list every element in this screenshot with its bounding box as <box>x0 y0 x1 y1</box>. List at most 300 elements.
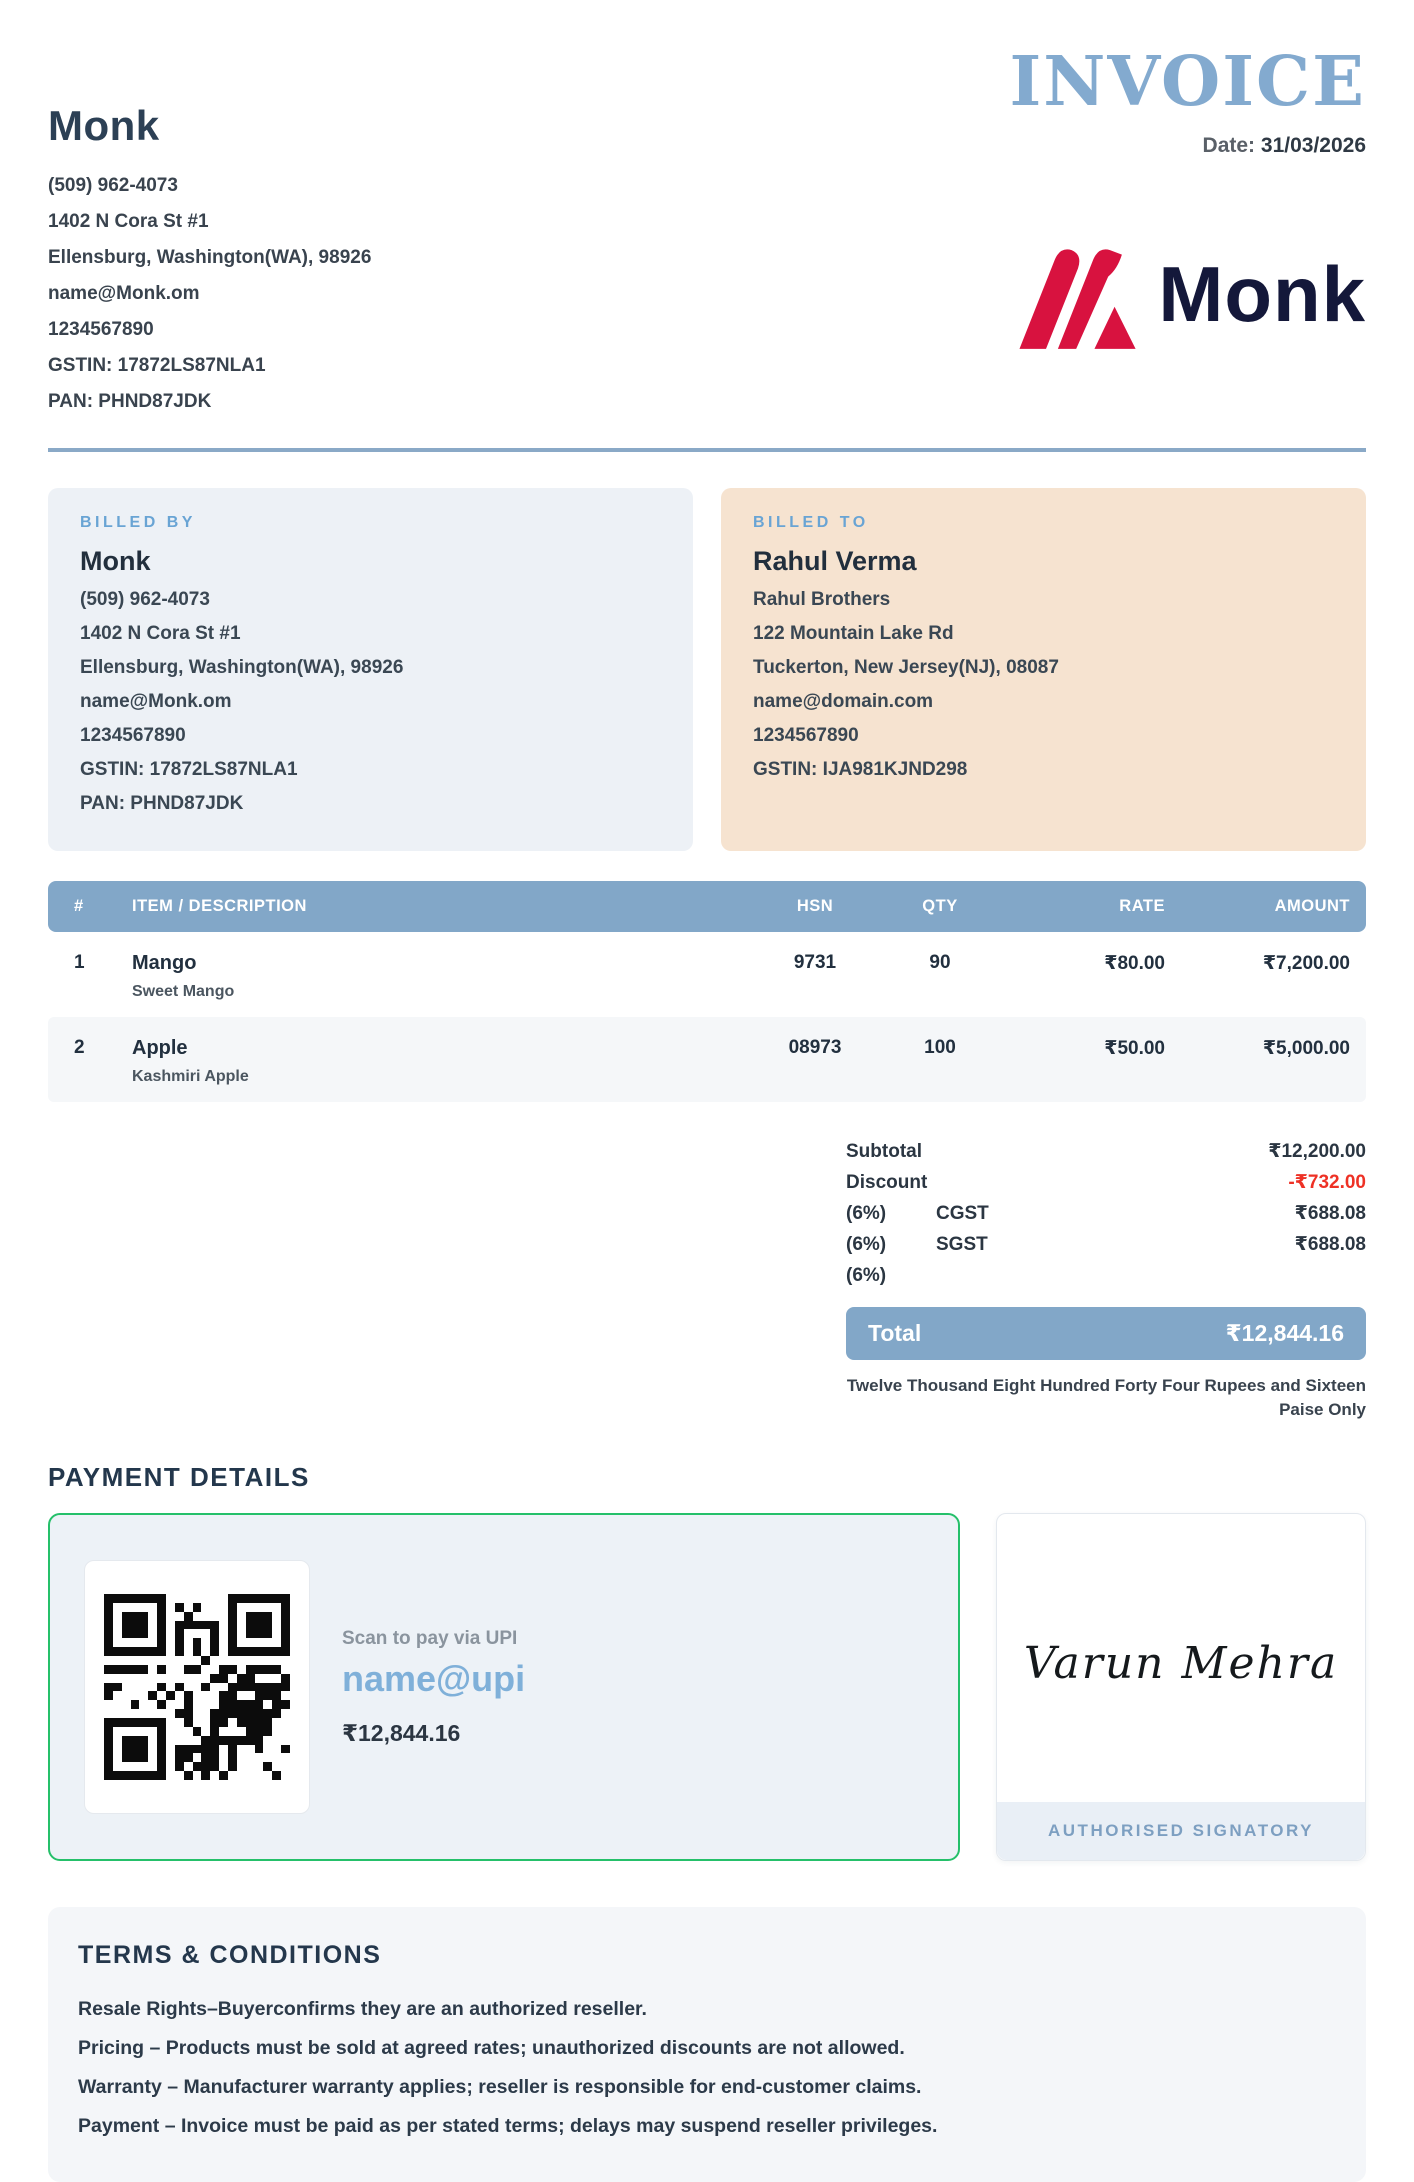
signature-box <box>996 1513 1366 1861</box>
qr-module <box>237 1691 246 1700</box>
qr-module <box>193 1594 202 1603</box>
qr-module <box>263 1656 272 1665</box>
qr-module <box>281 1603 290 1612</box>
billed-to-email: name@domain.com <box>753 691 934 712</box>
qr-module <box>139 1656 148 1665</box>
qr-module <box>131 1621 140 1630</box>
qr-module <box>139 1691 148 1700</box>
qr-card <box>84 1560 310 1814</box>
qr-module <box>281 1683 290 1692</box>
qr-module <box>104 1594 113 1603</box>
qr-module <box>175 1612 184 1621</box>
qr-module <box>139 1718 148 1727</box>
qr-module <box>166 1674 175 1683</box>
qr-module <box>237 1709 246 1718</box>
qr-module <box>131 1745 140 1754</box>
total-label: Total <box>868 1320 922 1346</box>
qr-module <box>246 1745 255 1754</box>
qr-module <box>193 1647 202 1656</box>
qr-module <box>148 1656 157 1665</box>
qr-module <box>104 1629 113 1638</box>
qr-module <box>175 1674 184 1683</box>
qr-module <box>139 1638 148 1647</box>
sgst-row <box>846 1229 1366 1260</box>
qr-module <box>184 1753 193 1762</box>
qr-module <box>201 1736 210 1745</box>
qr-module <box>113 1656 122 1665</box>
qr-module <box>228 1638 237 1647</box>
qr-module <box>157 1771 166 1780</box>
billed-to-business: Rahul Brothers <box>753 589 891 610</box>
qr-module <box>237 1629 246 1638</box>
qr-module <box>113 1674 122 1683</box>
qr-module <box>122 1727 131 1736</box>
company-block <box>48 102 371 420</box>
qr-module <box>166 1638 175 1647</box>
qr-module <box>210 1603 219 1612</box>
qr-module <box>263 1594 272 1603</box>
qr-module <box>139 1700 148 1709</box>
qr-module <box>104 1771 113 1780</box>
col-qty-header: QTY <box>885 881 995 932</box>
qr-module <box>175 1700 184 1709</box>
qr-module <box>272 1745 281 1754</box>
qr-module <box>228 1665 237 1674</box>
qr-module <box>255 1603 264 1612</box>
qr-module <box>148 1594 157 1603</box>
qr-module <box>193 1629 202 1638</box>
qr-module <box>184 1683 193 1692</box>
qr-module <box>148 1771 157 1780</box>
qr-module <box>272 1638 281 1647</box>
qr-module <box>184 1745 193 1754</box>
qr-module <box>263 1727 272 1736</box>
qr-module <box>184 1674 193 1683</box>
qr-module <box>166 1621 175 1630</box>
qr-module <box>263 1621 272 1630</box>
qr-module <box>148 1647 157 1656</box>
qr-module <box>157 1674 166 1683</box>
qr-module <box>228 1612 237 1621</box>
qr-module <box>166 1629 175 1638</box>
qr-module <box>184 1771 193 1780</box>
discount-sub <box>936 1167 1288 1198</box>
qr-module <box>131 1665 140 1674</box>
qr-module <box>201 1603 210 1612</box>
qr-module <box>113 1762 122 1771</box>
qr-module <box>104 1745 113 1754</box>
terms-box <box>48 1907 1366 2182</box>
qr-module <box>210 1762 219 1771</box>
qr-module <box>131 1647 140 1656</box>
qr-module <box>148 1709 157 1718</box>
qr-module <box>113 1594 122 1603</box>
qr-module <box>246 1736 255 1745</box>
qr-module <box>219 1718 228 1727</box>
qr-module <box>122 1629 131 1638</box>
qr-module <box>272 1603 281 1612</box>
qr-module <box>166 1683 175 1692</box>
payment-details-heading: PAYMENT DETAILS <box>48 1462 310 1492</box>
qr-module <box>201 1683 210 1692</box>
qr-module <box>166 1647 175 1656</box>
qr-module <box>193 1745 202 1754</box>
qr-module <box>157 1745 166 1754</box>
qr-module <box>263 1638 272 1647</box>
qr-module <box>255 1718 264 1727</box>
qr-module <box>228 1656 237 1665</box>
qr-module <box>175 1656 184 1665</box>
qr-module <box>175 1771 184 1780</box>
qr-module <box>193 1683 202 1692</box>
col-rate-header: RATE <box>995 881 1165 932</box>
qr-module <box>139 1771 148 1780</box>
qr-module <box>201 1638 210 1647</box>
qr-module <box>131 1656 140 1665</box>
qr-module <box>139 1753 148 1762</box>
qr-module <box>272 1700 281 1709</box>
qr-module <box>246 1638 255 1647</box>
qr-module <box>263 1612 272 1621</box>
qr-module <box>228 1727 237 1736</box>
row1-amount: ₹7,200.00 <box>1262 953 1350 974</box>
upi-id: name@upi <box>342 1657 526 1699</box>
qr-module <box>122 1674 131 1683</box>
qr-module <box>139 1629 148 1638</box>
terms-lines <box>78 1990 1336 2146</box>
company-number: 1234567890 <box>48 319 154 340</box>
qr-module <box>184 1736 193 1745</box>
qr-module <box>113 1691 122 1700</box>
row2-qty: 100 <box>885 1017 995 1102</box>
qr-module <box>228 1621 237 1630</box>
qr-module <box>122 1612 131 1621</box>
qr-module <box>175 1736 184 1745</box>
qr-module <box>281 1727 290 1736</box>
qr-module <box>201 1594 210 1603</box>
qr-module <box>272 1753 281 1762</box>
qr-module <box>201 1753 210 1762</box>
qr-module <box>139 1621 148 1630</box>
qr-module <box>157 1603 166 1612</box>
qr-module <box>237 1700 246 1709</box>
qr-module <box>228 1753 237 1762</box>
qr-module <box>210 1665 219 1674</box>
qr-module <box>246 1656 255 1665</box>
qr-module <box>201 1718 210 1727</box>
qr-module <box>175 1665 184 1674</box>
qr-module <box>237 1727 246 1736</box>
qr-module <box>166 1736 175 1745</box>
qr-module <box>122 1638 131 1647</box>
qr-module <box>263 1709 272 1718</box>
qr-module <box>237 1647 246 1656</box>
qr-module <box>166 1656 175 1665</box>
qr-module <box>175 1709 184 1718</box>
qr-module <box>237 1638 246 1647</box>
qr-module <box>210 1612 219 1621</box>
qr-module <box>131 1683 140 1692</box>
qr-module <box>157 1700 166 1709</box>
extra-percent-row <box>846 1260 1366 1291</box>
qr-module <box>281 1762 290 1771</box>
qr-module <box>139 1683 148 1692</box>
qr-module <box>122 1683 131 1692</box>
logo <box>1009 238 1366 350</box>
qr-module <box>166 1753 175 1762</box>
qr-module <box>193 1753 202 1762</box>
qr-module <box>193 1700 202 1709</box>
scan-to-pay-label: Scan to pay via UPI <box>342 1627 518 1649</box>
qr-module <box>263 1647 272 1656</box>
qr-module <box>281 1612 290 1621</box>
qr-module <box>228 1762 237 1771</box>
signature: Varun Mehra <box>1023 1637 1339 1689</box>
qr-module <box>246 1647 255 1656</box>
payment-box <box>48 1513 960 1861</box>
qr-module <box>184 1594 193 1603</box>
qr-module <box>104 1621 113 1630</box>
qr-module <box>157 1638 166 1647</box>
qr-module <box>255 1709 264 1718</box>
company-address2: Ellensburg, Washington(WA), 98926 <box>48 247 372 268</box>
qr-module <box>263 1745 272 1754</box>
qr-module <box>104 1612 113 1621</box>
qr-module <box>263 1736 272 1745</box>
qr-module <box>228 1594 237 1603</box>
qr-module <box>201 1709 210 1718</box>
qr-code <box>104 1594 290 1780</box>
qr-module <box>219 1709 228 1718</box>
qr-module <box>201 1621 210 1630</box>
qr-module <box>122 1762 131 1771</box>
qr-module <box>237 1771 246 1780</box>
qr-module <box>263 1683 272 1692</box>
qr-module <box>113 1771 122 1780</box>
qr-module <box>246 1762 255 1771</box>
qr-module <box>237 1665 246 1674</box>
qr-module <box>148 1727 157 1736</box>
terms-line-resale: Resale Rights–Buyerconfirms they are an authorized reseller. <box>78 1998 647 2020</box>
qr-module <box>175 1718 184 1727</box>
header-divider <box>48 448 1366 452</box>
qr-module <box>201 1700 210 1709</box>
qr-module <box>237 1603 246 1612</box>
qr-module <box>237 1612 246 1621</box>
qr-module <box>281 1656 290 1665</box>
billed-to-address2: Tuckerton, New Jersey(NJ), 08087 <box>753 657 1059 678</box>
qr-module <box>201 1647 210 1656</box>
qr-module <box>175 1753 184 1762</box>
qr-module <box>246 1753 255 1762</box>
qr-module <box>201 1665 210 1674</box>
qr-module <box>122 1718 131 1727</box>
qr-module <box>113 1683 122 1692</box>
qr-module <box>281 1771 290 1780</box>
qr-module <box>193 1709 202 1718</box>
qr-module <box>210 1683 219 1692</box>
row1-item-desc: Sweet Mango <box>132 983 235 1000</box>
qr-module <box>193 1656 202 1665</box>
qr-module <box>157 1718 166 1727</box>
qr-module <box>148 1665 157 1674</box>
qr-module <box>148 1691 157 1700</box>
qr-module <box>131 1638 140 1647</box>
col-amount-header: AMOUNT <box>1165 881 1366 932</box>
qr-module <box>166 1612 175 1621</box>
payment-texts <box>342 1628 525 1747</box>
qr-module <box>281 1700 290 1709</box>
col-hsn-header: HSN <box>745 881 885 932</box>
qr-module <box>157 1683 166 1692</box>
qr-module <box>246 1727 255 1736</box>
qr-module <box>175 1647 184 1656</box>
cgst-row <box>846 1198 1366 1229</box>
qr-module <box>193 1674 202 1683</box>
billed-to-box <box>721 488 1366 851</box>
qr-module <box>104 1727 113 1736</box>
qr-module <box>219 1656 228 1665</box>
qr-module <box>219 1753 228 1762</box>
qr-module <box>193 1603 202 1612</box>
qr-module <box>281 1753 290 1762</box>
qr-module <box>201 1629 210 1638</box>
monk-logo-text: Monk <box>1158 250 1366 338</box>
qr-module <box>104 1638 113 1647</box>
qr-module <box>201 1674 210 1683</box>
qr-module <box>237 1683 246 1692</box>
qr-module <box>157 1612 166 1621</box>
qr-module <box>131 1629 140 1638</box>
row1-item-cell <box>132 932 745 1017</box>
company-phone: (509) 962-4073 <box>48 175 178 196</box>
qr-module <box>228 1691 237 1700</box>
qr-module <box>175 1638 184 1647</box>
qr-module <box>148 1762 157 1771</box>
qr-module <box>157 1629 166 1638</box>
qr-module <box>148 1674 157 1683</box>
qr-module <box>148 1700 157 1709</box>
qr-module <box>193 1727 202 1736</box>
qr-module <box>113 1727 122 1736</box>
discount-label: Discount <box>846 1172 928 1193</box>
qr-module <box>255 1691 264 1700</box>
qr-module <box>263 1603 272 1612</box>
billed-by-number: 1234567890 <box>80 725 186 746</box>
qr-module <box>175 1691 184 1700</box>
qr-module <box>166 1762 175 1771</box>
qr-module <box>148 1736 157 1745</box>
qr-module <box>219 1647 228 1656</box>
qr-module <box>246 1700 255 1709</box>
qr-module <box>184 1762 193 1771</box>
qr-module <box>175 1594 184 1603</box>
col-number-header: # <box>48 881 132 932</box>
payment-amount: ₹12,844.16 <box>342 1719 461 1746</box>
qr-module <box>246 1674 255 1683</box>
company-pan: PAN: PHND87JDK <box>48 391 212 412</box>
qr-module <box>122 1736 131 1745</box>
qr-module <box>122 1656 131 1665</box>
qr-module <box>272 1709 281 1718</box>
items-table-header <box>48 881 1366 932</box>
billed-to-name: Rahul Verma <box>753 546 917 576</box>
monk-logo-mark <box>1014 238 1142 350</box>
qr-module <box>237 1753 246 1762</box>
qr-module <box>272 1674 281 1683</box>
qr-module <box>246 1621 255 1630</box>
row2-rate: ₹50.00 <box>995 1017 1165 1102</box>
qr-module <box>139 1603 148 1612</box>
qr-module <box>139 1745 148 1754</box>
sgst-value: ₹688.08 <box>1294 1234 1366 1255</box>
qr-module <box>131 1718 140 1727</box>
qr-module <box>148 1612 157 1621</box>
total-bar <box>846 1307 1366 1360</box>
qr-module <box>104 1674 113 1683</box>
qr-module <box>201 1691 210 1700</box>
qr-module <box>201 1727 210 1736</box>
qr-module <box>139 1647 148 1656</box>
qr-module <box>255 1745 264 1754</box>
qr-module <box>210 1594 219 1603</box>
qr-module <box>272 1736 281 1745</box>
qr-module <box>139 1665 148 1674</box>
qr-module <box>272 1647 281 1656</box>
cgst-percent: (6%) <box>846 1203 887 1224</box>
qr-module <box>184 1603 193 1612</box>
qr-module <box>255 1647 264 1656</box>
qr-module <box>166 1745 175 1754</box>
subtotal-sub <box>936 1136 1268 1167</box>
qr-module <box>184 1638 193 1647</box>
totals-block <box>846 1136 1366 1422</box>
qr-module <box>139 1736 148 1745</box>
terms-heading: TERMS & CONDITIONS <box>78 1941 382 1969</box>
amount-in-words: Twelve Thousand Eight Hundred Forty Four Rupees and Sixteen Paise Only <box>846 1376 1366 1419</box>
qr-module <box>131 1612 140 1621</box>
qr-module <box>184 1718 193 1727</box>
qr-module <box>166 1691 175 1700</box>
cgst-value: ₹688.08 <box>1294 1203 1366 1224</box>
qr-module <box>157 1621 166 1630</box>
qr-module <box>228 1718 237 1727</box>
row2-number: 2 <box>48 1017 132 1102</box>
qr-module <box>210 1656 219 1665</box>
qr-module <box>263 1665 272 1674</box>
qr-module <box>166 1718 175 1727</box>
qr-module <box>228 1674 237 1683</box>
terms-line-warranty: Warranty – Manufacturer warranty applies; reseller is responsible for end-customer claims. <box>78 2076 922 2098</box>
qr-module <box>104 1683 113 1692</box>
billed-by-pan: PAN: PHND87JDK <box>80 793 244 814</box>
qr-module <box>228 1771 237 1780</box>
qr-module <box>166 1727 175 1736</box>
qr-module <box>237 1762 246 1771</box>
qr-module <box>281 1665 290 1674</box>
col-description-header: ITEM / DESCRIPTION <box>132 881 745 932</box>
qr-module <box>237 1736 246 1745</box>
qr-module <box>272 1621 281 1630</box>
qr-module <box>219 1683 228 1692</box>
sgst-label: SGST <box>936 1234 988 1255</box>
qr-module <box>281 1629 290 1638</box>
qr-module <box>210 1700 219 1709</box>
qr-module <box>175 1745 184 1754</box>
signatory-strip <box>997 1802 1365 1860</box>
qr-module <box>113 1647 122 1656</box>
billed-by-phone: (509) 962-4073 <box>80 589 210 610</box>
